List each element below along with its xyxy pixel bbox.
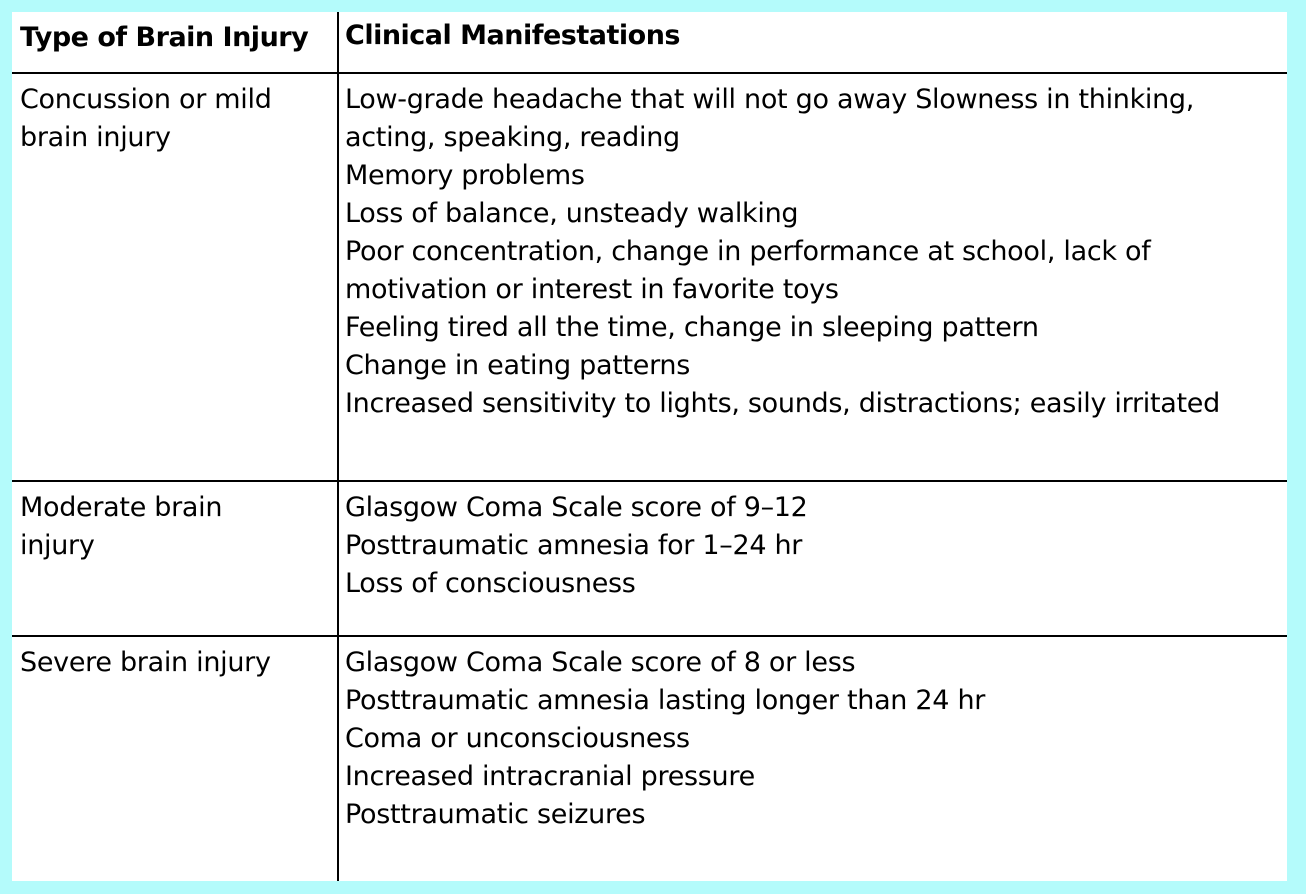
header-divider: [12, 72, 1287, 74]
manifestation-item: Loss of consciousness: [345, 568, 636, 599]
manifestation-item: Change in eating patterns: [345, 350, 691, 381]
table-row-type-severe: [20, 644, 330, 682]
row-divider: [12, 480, 1287, 482]
manifestation-item: Low-grade headache that will not go away Slowness in thinking,: [345, 84, 1195, 115]
row-divider: [12, 635, 1287, 637]
manifestation-item: acting, speaking, reading: [345, 122, 680, 153]
manifestation-item: Increased sensitivity to lights, sounds, distractions; easily irritated: [345, 388, 1220, 419]
header-type-label: Type of Brain Injury: [20, 22, 309, 53]
manifestation-item: Glasgow Coma Scale score of 9–12: [345, 492, 808, 523]
column-divider: [337, 12, 339, 881]
table-row-manifestations-concussion: [345, 81, 1285, 423]
type-line: Concussion or mild: [20, 84, 272, 115]
table-row-manifestations-severe: [345, 644, 1285, 834]
manifestation-item: Posttraumatic amnesia for 1–24 hr: [345, 530, 803, 561]
manifestation-item: Feeling tired all the time, change in sleeping pattern: [345, 312, 1039, 343]
brain-injury-table: [12, 12, 1287, 881]
manifestation-item: Increased intracranial pressure: [345, 761, 755, 792]
header-type: [20, 19, 330, 57]
type-line: Severe brain injury: [20, 647, 271, 678]
header-manifestations: [345, 17, 1285, 55]
header-manifestations-label: Clinical Manifestations: [345, 20, 681, 51]
table-row-type-concussion: [20, 81, 330, 157]
manifestation-item: Memory problems: [345, 160, 585, 191]
table-row-type-moderate: [20, 489, 330, 565]
manifestation-item: Posttraumatic amnesia lasting longer than 24 hr: [345, 685, 986, 716]
type-line: Moderate brain: [20, 492, 223, 523]
manifestation-item: Posttraumatic seizures: [345, 799, 646, 830]
table-row-manifestations-moderate: [345, 489, 1285, 603]
manifestation-item: Loss of balance, unsteady walking: [345, 198, 799, 229]
type-line: injury: [20, 530, 95, 561]
manifestation-item: Glasgow Coma Scale score of 8 or less: [345, 647, 856, 678]
type-line: brain injury: [20, 122, 171, 153]
manifestation-item: Poor concentration, change in performance at school, lack of: [345, 236, 1151, 267]
manifestation-item: Coma or unconsciousness: [345, 723, 690, 754]
manifestation-item: motivation or interest in favorite toys: [345, 274, 839, 305]
